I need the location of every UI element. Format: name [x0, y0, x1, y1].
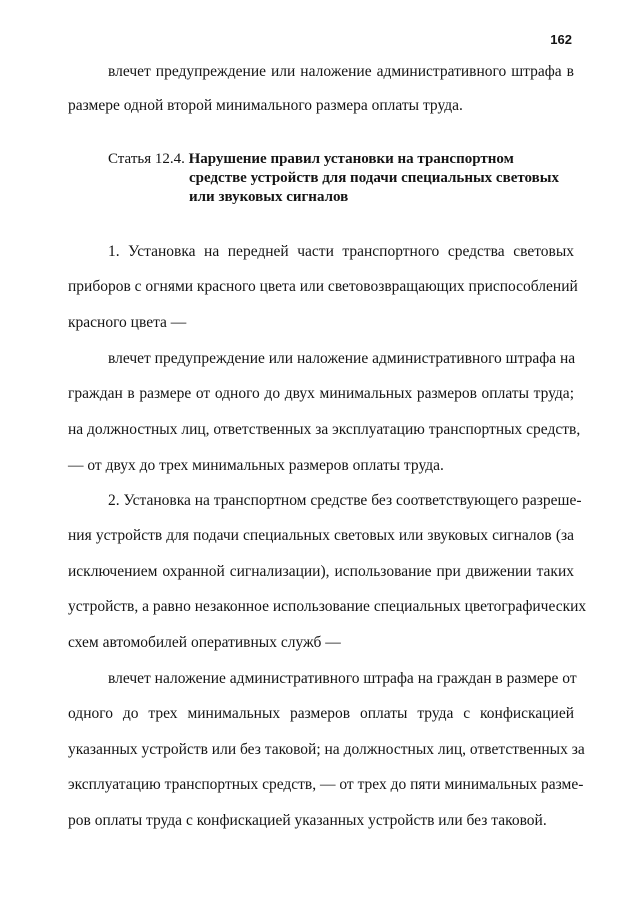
text-line: на должностных лиц, ответственных за эксплуатацию транспортных средств,	[68, 421, 581, 438]
article-number: Статья 12.4.	[108, 151, 185, 167]
article-title-line: или звуковых сигналов	[189, 189, 349, 205]
text-line: размере одной второй минимального размера оплаты труда.	[68, 97, 463, 114]
text-line: схем автомобилей оперативных служб —	[68, 634, 341, 651]
text-line: устройств, а равно незаконное использование специальных цветографических	[68, 598, 587, 615]
text-line: влечет предупреждение или наложение административного штрафа в	[108, 63, 574, 80]
text-line: 2. Установка на транспортном средстве без соответствующего разреше-	[108, 492, 582, 509]
article-title-line: средстве устройств для подачи специальных световых	[189, 170, 559, 186]
text-line: влечет предупреждение или наложение административного штрафа на	[108, 350, 576, 367]
text-line: ров оплаты труда с конфискацией указанных устройств или без таковой.	[68, 812, 547, 829]
text-line: исключением охранной сигнализации), использование при движении таких	[68, 563, 574, 580]
text-line: — от двух до трех минимальных размеров оплаты труда.	[68, 457, 444, 474]
text-line: 1. Установка на передней части транспортного средства световых	[108, 243, 574, 260]
text-line: влечет наложение административного штрафа на граждан в размере от	[108, 670, 577, 687]
text-line: эксплуатацию транспортных средств, — от трех до пяти минимальных разме-	[68, 776, 584, 793]
text-line: приборов с огнями красного цвета или световозвращающих приспособлений	[68, 278, 578, 295]
article-title-line: Нарушение правил установки на транспортном	[188, 151, 514, 167]
text-line: красного цвета —	[68, 314, 187, 331]
text-line: указанных устройств или без таковой; на должностных лиц, ответственных за	[68, 741, 585, 758]
text-line: ния устройств для подачи специальных световых или звуковых сигналов (за	[68, 527, 574, 544]
text-line: одного до трех минимальных размеров оплаты труда с конфискацией	[68, 705, 574, 722]
page-number: 162	[550, 32, 572, 47]
article-heading	[108, 150, 514, 169]
text-line: граждан в размере от одного до двух минимальных размеров оплаты труда;	[68, 385, 574, 402]
